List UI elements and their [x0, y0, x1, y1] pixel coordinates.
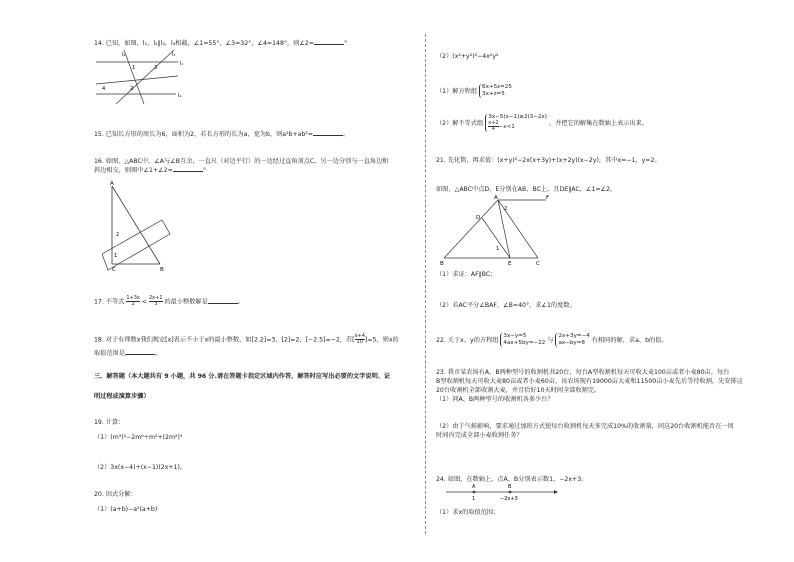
angle-1: 1 [132, 65, 136, 71]
equation-system: 3x−y=5 4ax+5by=−22 [500, 333, 545, 347]
question-17: 17. 不等式 $\frac{1+3x}{2}$ < $\frac{2x+1}{3}$ 的最小整数解是 。 [94, 295, 244, 307]
triangle-ruler-figure [102, 180, 172, 272]
angle-2: 2 [116, 232, 120, 238]
point-A-label: A [472, 484, 476, 490]
fraction: $\frac{x+4}{10}$ [354, 333, 365, 345]
question-16: 16. 如图，△ABC中，∠A与∠B互余，一直尺（对边平行）的一边经过直角顶点C，另一边分别与一直角边和 斜边相交，则图中∠1+∠2= ° [94, 158, 389, 174]
number-line-figure [442, 482, 562, 502]
vertex-D: D [476, 215, 481, 221]
column-divider [425, 34, 426, 534]
question-22-figure-text: 如图，△ABC中点D、E分别在AB、BC上，且DE∥AC，∠1=∠2。 [436, 186, 617, 193]
question-22-part-1: （1）求证：AF∥BC； [436, 271, 497, 278]
question-18: 18. 对于有理数x我们规定[x]表示不小于x的最小整数，如[2.2]=3，[2]=2，[−2.5]=−2，若[ $\frac{x+4}{10}$ ]=5，则x的 取值范围是 。 [94, 333, 399, 357]
question-14: 14. 已知，如图，l₁，l₂∥l₃，l₄相截，∠1=55°，∠3=32°，∠4=148°，则∠2= ° [94, 40, 348, 47]
question-21a: （1）解方程组 6x+5z=25 3x+z=5 [436, 84, 512, 97]
equation-system: 6x+5z=25 3x+z=5 [479, 84, 512, 98]
parallel-lines-figure [96, 48, 196, 104]
fraction: $\frac{x+2}{4}$ [488, 120, 499, 132]
question-24: 24. 如图，在数轴上，点A、B分别表示数1、−2x+3。 [436, 476, 588, 483]
question-20: 20. 因式分解： （1）(a+b)−a²(a+b) [94, 491, 158, 513]
question-21b: （2）解不等式组 3x−5(x−1)≥2(3−2x) $\frac{x+2}{4}$ −x<1 ，并把它的解集在数轴上表示出来。 [436, 114, 648, 132]
vertex-B: B [440, 261, 444, 266]
inequality-system: 3x−5(x−1)≥2(3−2x) $\frac{x+2}{4}$ −x<1 [485, 114, 547, 132]
question-20-part-2: （2）(x²+y²)²−4x²y² [436, 53, 499, 60]
question-22: 22. 关于x、y的方程组 3x−y=5 4ax+5by=−22 与 2x+3y=−4 ax−by=8 有相同的解，求a、b的值。 [436, 333, 668, 346]
question-22-part-2: （2）若AC平分∠BAF，∠B=40°，求∠1的度数。 [436, 302, 576, 309]
answer-blank[interactable] [125, 354, 155, 355]
vertex-B: B [160, 267, 164, 272]
label-l3: l₃ [172, 52, 176, 58]
answer-blank[interactable] [173, 171, 203, 172]
angle-2: 2 [504, 206, 508, 212]
angle-2: 2 [130, 86, 134, 92]
right-column [432, 0, 772, 562]
value-1-label: 1 [472, 496, 476, 502]
equation-system: 2x+3y=−4 ax−by=8 [555, 333, 589, 347]
angle-1: 1 [114, 253, 118, 259]
question-15: 15. 已知长方形的周长为6，面积为2，若长方形的长为a，宽为b，则a²b+ab²= 。 [94, 131, 350, 138]
vertex-C: C [112, 267, 116, 272]
value-expr-label: −2x+3 [500, 496, 518, 502]
vertex-E: E [508, 261, 512, 266]
answer-blank[interactable] [208, 303, 238, 304]
left-column [88, 0, 418, 562]
answer-blank[interactable] [313, 135, 343, 136]
angle-1: 1 [496, 246, 500, 252]
question-19: 19. 计算： （1）(m³)²−2m⁶÷m²+(2m²)³ （2）3x(x−4)+(x−1)(2x+1)。 [94, 419, 187, 471]
vertex-C: C [536, 261, 540, 266]
vertex-F: F [546, 195, 550, 201]
point-B-label: B [508, 484, 512, 490]
section-heading: 三、解答题（本大题共有 9 小题，共 96 分.请在答题卡指定区域内作答，解答时应写出必要的文字说明、证 明过程或演算步骤） [94, 373, 391, 400]
triangle-parallel-figure [438, 194, 556, 266]
angle-3: 3 [154, 65, 158, 71]
fraction: $\frac{2x+1}{3}$ [148, 295, 163, 307]
question-23: 23. 我市某农场有A、B两种型号的收割机共20台，每台A型收割机每天可收大麦100亩或者小麦80亩，每台 B型收割机每天可收大麦80亩或者小麦60亩，该农场现有19000亩大麦和11500亩小麦先后等待收割，先安排这 20台收割机全部收割大麦，并且恰好10天时间全部收割完。 （1）问A、B两种型号的收割机各多少台？ （2）由于气候影响，要求通过加班方式使每台收割机每天多完成10%的收割量，问这20台收割机能否在一周 时间内完成全部小麦收割任务？ [436, 369, 743, 439]
question-24-part-1: （1）求x的取值范围； [436, 509, 500, 516]
answer-blank[interactable] [314, 44, 344, 45]
fraction: $\frac{1+3x}{2}$ [126, 295, 140, 307]
vertex-A: A [110, 181, 114, 187]
question-21: 21. 先化简，再求值：(x+y)²−2x(x+3y)+(x+2y)(x−2y)，其中x=−1，y=2。 [436, 157, 661, 164]
vertex-A: A [494, 195, 498, 201]
label-l2: l₂ [178, 93, 182, 99]
label-l4: l₄ [122, 52, 126, 58]
angle-4: 4 [102, 86, 106, 92]
label-l1: l₁ [180, 61, 184, 67]
